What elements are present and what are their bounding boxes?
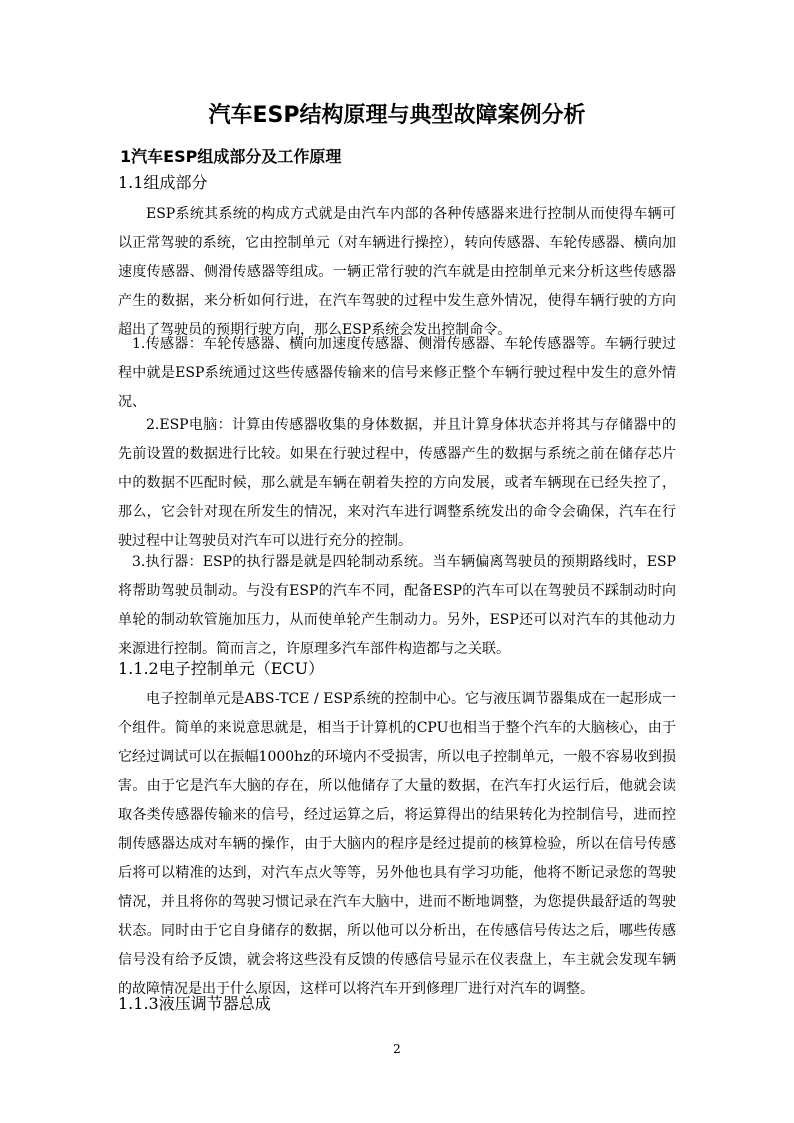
paragraph-actuator: 3.执行器：ESP的执行器是就是四轮制动系统。当车辆偏离驾驶员的预期路线时，ESP将帮助驾驶员制动。与没有ESP的汽车不同，配备ESP的汽车可以在驾驶员不踩制动时向单轮的制动软管施加压力，从而使单轮产生制动力。另外，ESP还可以对汽车的其他动力来源进行控制。简而言之，许原理多汽车部件构造都与之关联。: [118, 554, 676, 657]
paragraph-ecu: 电子控制单元是ABS-TCE / ESP系统的控制中心。它与液压调节器集成在一起形成一个组件。简单的来说意思就是，相当于计算机的CPU也相当于整个汽车的大脑核心，由于它经过调试可以在振幅1000hz的环境内不受损害，所以电子控制单元，一般不容易收到损害。由于它是汽车大脑的存在，所以他储存了大量的数据，在汽车打火运行后，他就会读取各类传感器传输来的信号，经过运算之后，将运算得出的结果转化为控制信号，进而控制传感器达成对车辆的操作，由于大脑内的程序是经过提前的核算检验，所以在信号传感后将可以精准的达到，对汽车点火等等，另外他也具有学习功能，他将不断记录您的驾驶情况，并且将你的驾驶习惯记录在汽车大脑中，进而不断地调整，为您提供最舒适的驾驶状态。同时由于它自身储存的数据，所以他可以分析出，在传感信号传达之后，哪些传感信号没有给予反馈，就会将这些没有反馈的传感信号显示在仪表盘上，车主就会发现车辆的故障情况是出于什么原因，这样可以将汽车开到修理厂进行对汽车的调整。: [118, 691, 676, 997]
section-heading-1-1-2: 1.1.2电子控制单元（ECU）: [118, 659, 325, 678]
document-title: 汽车ESP结构原理与典型故障案例分析: [208, 103, 586, 128]
section-heading-1: 1汽车ESP组成部分及工作原理: [120, 147, 342, 166]
paragraph-intro: ESP系统其系统的构成方式就是由汽车内部的各种传感器来进行控制从而使得车辆可以正常驾驶的系统，它由控制单元（对车辆进行操控），转向传感器、车轮传感器、横向加速度传感器、侧滑传感器等组成。一辆正常行驶的汽车就是由控制单元来分析这些传感器产生的数据，来分析如何行进，在汽车驾驶的过程中发生意外情况，使得车辆行驶的方向超出了驾驶员的预期行驶方向，那么ESP系统会发出控制命令。: [118, 206, 676, 338]
paragraph-esp-computer: 2.ESP电脑：计算由传感器收集的身体数据，并且计算身体状态并将其与存储器中的先前设置的数据进行比较。如果在行驶过程中，传感器产生的数据与系统之前在储存芯片中的数据不匹配时候，那么就是车辆在朝着失控的方向发展，或者车辆现在已经失控了，那么，它会针对现在所发生的情况，来对汽车进行调整系统发出的命令会确保，汽车在行驶过程中让驾驶员对汽车可以进行充分的控制。: [118, 417, 676, 549]
section-heading-1-1: 1.1组成部分: [118, 173, 208, 192]
paragraph-sensors: 1.传感器：车轮传感器、横向加速度传感器、侧滑传感器、车轮传感器等。车辆行驶过程中就是ESP系统通过这些传感器传输来的信号来修正整个车辆行驶过程中发生的意外情况、: [118, 336, 676, 410]
section-heading-1-1-3: 1.1.3液压调节器总成: [118, 994, 271, 1013]
page-number: 2: [393, 1042, 401, 1056]
